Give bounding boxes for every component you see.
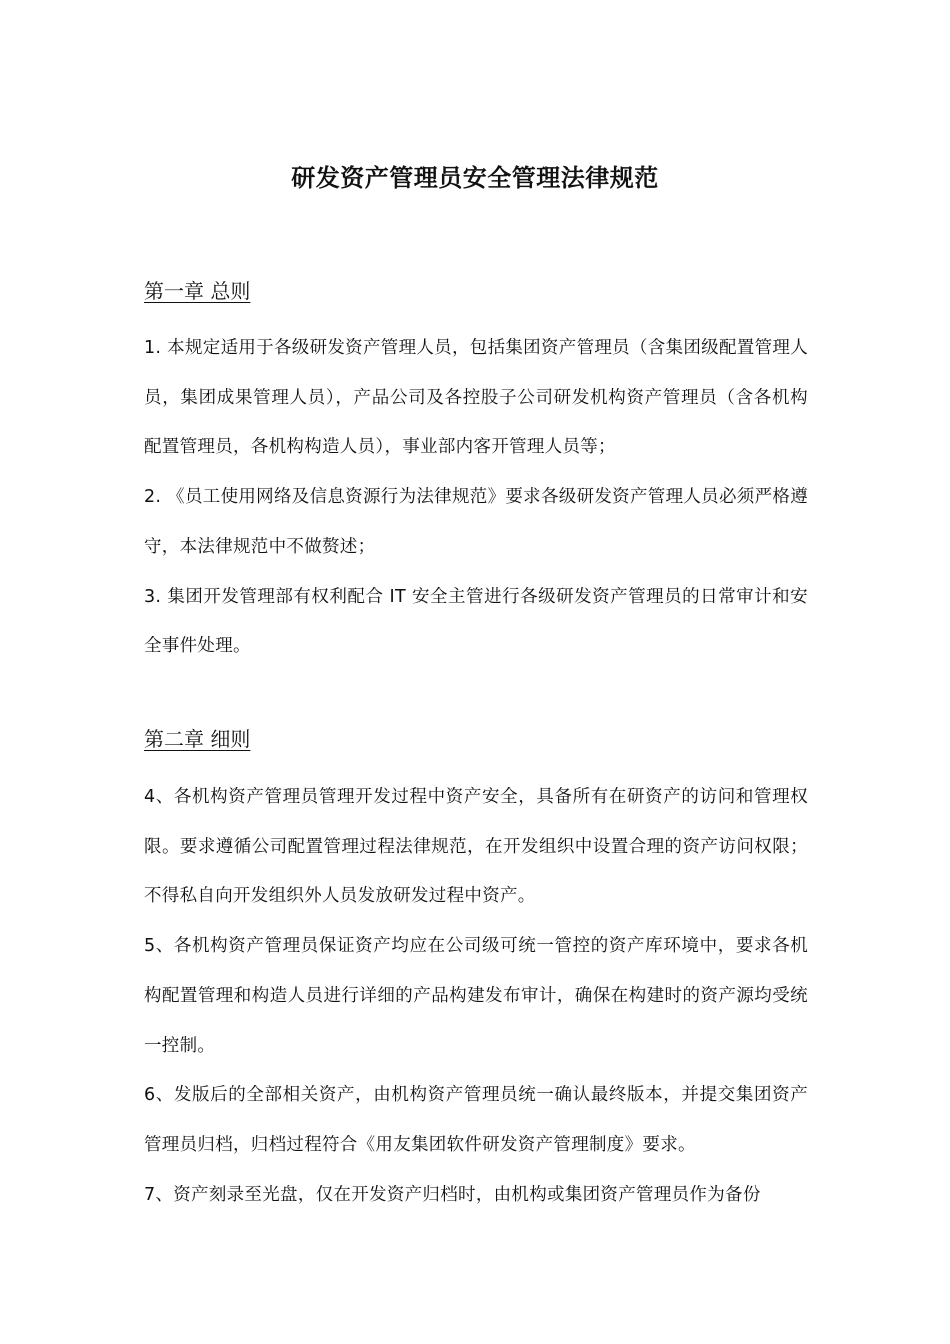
chapter-body-details: [144, 773, 808, 1220]
chapter-heading-details: 第二章 细则: [144, 727, 251, 751]
paragraph: 1. 本规定适用于各级研发资产管理人员，包括集团资产管理员（含集团级配置管理人员，集团成果管理人员），产品公司及各控股子公司研发机构资产管理员（含各机构配置管理员，各机构构造人员），事业部内客开管理人员等；: [144, 338, 808, 458]
paragraph: 7、资产刻录至光盘，仅在开发资产归档时，由机构或集团资产管理员作为备份: [144, 1184, 761, 1205]
paragraph: 4、各机构资产管理员管理开发过程中资产安全，具备所有在研资产的访问和管理权限。要求遵循公司配置管理过程法律规范，在开发组织中设置合理的资产访问权限；不得私自向开发组织外人员发放研发过程中资产。: [144, 787, 808, 907]
document-title: 研发资产管理员安全管理法律规范: [291, 164, 659, 192]
chapter-body-general: [144, 324, 808, 672]
paragraph: 2. 《员工使用网络及信息资源行为法律规范》要求各级研发资产管理人员必须严格遵守，本法律规范中不做赘述；: [144, 487, 808, 557]
paragraph: 3. 集团开发管理部有权利配合 IT 安全主管进行各级研发资产管理员的日常审计和安全事件处理。: [144, 586, 808, 657]
chapter-heading-general: 第一章 总则: [144, 279, 251, 303]
paragraph: 6、发版后的全部相关资产，由机构资产管理员统一确认最终版本，并提交集团资产管理员归档，归档过程符合《用友集团软件研发资产管理制度》要求。: [144, 1085, 808, 1155]
paragraph: 5、各机构资产管理员保证资产均应在公司级可统一管控的资产库环境中，要求各机构配置管理和构造人员进行详细的产品构建发布审计，确保在构建时的资产源均受统一控制。: [144, 936, 808, 1056]
